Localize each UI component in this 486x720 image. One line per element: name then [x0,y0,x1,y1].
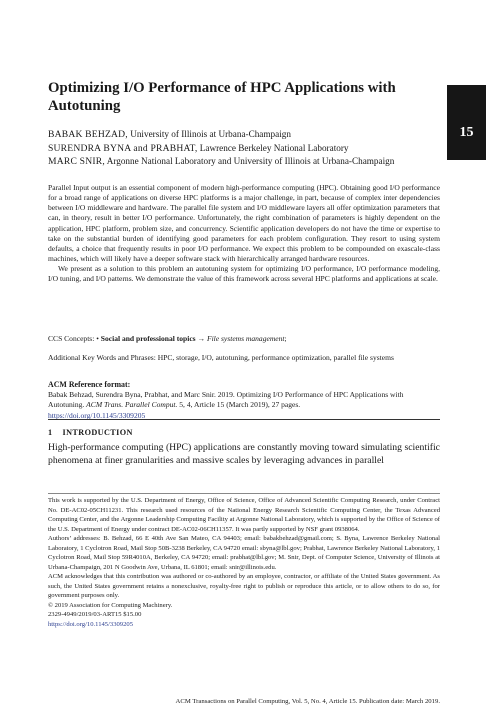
author-affiliation: Lawrence Berkeley National Laboratory [199,142,349,153]
article-number: 15 [459,125,474,140]
ccs-concepts [48,334,440,344]
ccs-bullet: • [96,334,99,343]
section-title: INTRODUCTION [62,428,133,437]
author-affiliation: Argonne National Laboratory and University of Illinois at Urbana-Champaign [106,156,395,166]
author-list [48,128,448,169]
running-footer: ACM Transactions on Parallel Computing, Vol. 5, No. 4, Article 15. Publication date: March 2019. [175,698,440,705]
acm-reference-heading: ACM Reference format: [48,380,131,389]
author-names: MARC SNIR, [48,156,105,167]
author-names: SURENDRA BYNA and PRABHAT, [48,142,198,154]
section-number: 1 [48,428,53,437]
paper-title: Optimizing I/O Performance of HPC Applications with Autotuning [48,80,396,114]
footnote-rights: ACM acknowledges that this contribution was authored or co-authored by an employee, contractor, or affiliate of the United States government. As such, the United States government retains a nonexclusive, royalty-free right to publish or reproduce this article, or to allow others to do so, for government purposes only. [48,573,440,599]
citation-volume: 5, 4, Article 15 (March 2019), 27 pages. [179,400,301,410]
citation-journal: ACM Trans. Parallel Comput. [86,400,178,410]
author-line [48,142,448,156]
ccs-subtopic: File systems management [206,334,285,343]
doi-link[interactable]: https://doi.org/10.1145/3309205 [48,410,146,420]
section-divider [48,419,440,420]
abstract-paragraph: Parallel Input output is an essential component of modern high-performance computing (HPC). Obtaining good I/O performance for a broad range of applications on diverse HPC platforms is a major challenge, in part, because of complex inter dependencies between I/O middleware and hardware. The parallel file system and I/O middleware layers all offer optimization parameters that can, in theory, result in better I/O performance. Unfortunately, the right combination of parameters is highly dependent on the application, HPC platform, problem size, and concurrency. Scientific application developers do not have the time or expertise to take on the substantial burden of identifying good parameters for each problem configuration. They resort to using system defaults, a choice that frequently results in poor I/O performance. We expect this problem to be compounded on exascale-class machines, which will likely have a deeper software stack with hierarchically arranged hardware resources. [48,183,440,264]
footnotes [48,496,440,629]
acm-reference-citation [48,390,440,410]
abstract [48,183,440,285]
citation-text: Babak Behzad, Surendra Byna, Prabhat, and Marc Snir. 2019. Optimizing I/O Performance of HPC Applications with Autotuning. [48,390,404,410]
ccs-end: ; [284,334,287,343]
author-names: BABAK BEHZAD, [48,129,128,140]
footnote-issn: 2329-4949/2019/03-ART15 $15.00 [48,611,142,618]
footnote-support: This work is supported by the U.S. Department of Energy, Office of Science, Office of Advanced Scientific Computing Research, under Contract No. DE-AC02-05CH11231. This research used resources of the National Energy Research Scientific Computing Center, the Texas Advanced Computing Center, and the Argonne Leadership Computing Facility at Argonne National Laboratory, which is supported by the Office of Science of the U.S. Department of Energy under contract DE-AC02-06CH11357. It was partly supported by NSF grant 0938064. [48,497,440,533]
ccs-arrow: → [197,334,206,343]
ccs-topic: Social and professional topics [100,334,196,343]
footnote-copyright: © 2019 Association for Computing Machinery. [48,601,173,609]
footnote-addresses: Authors’ addresses: B. Behzad, 66 E 40th Ave San Mateo, CA 94403; email: babakbehzad@gmail.com; S. Byna, Lawrence Berkeley National Laboratory, 1 Cyclotron Road, Mail Stop 50B-3238 Berkeley, CA 94720 email: sbyna@lbl.gov; Prabhat, Lawrence Berkeley National Laboratory, 1 Cyclotron Road, Mail Stop 59R4010A, Berkeley, CA 94720; email: prabhat@lbl.gov; M. Snir, Dept. of Computer Science, University of Illinois at Urbana-Champaign, 201 N Goodwin Ave, Urbana, IL 61801; email: snir@illinois.edu. [48,535,440,571]
intro-paragraph: High-performance computing (HPC) applications are constantly moving toward simulating scientific phenomena at finer granularities and massive scales by leveraging advances in parallel [48,442,440,466]
keywords: Additional Key Words and Phrases: HPC, storage, I/O, autotuning, performance optimization, parallel file systems [48,353,394,362]
abstract-paragraph: We present as a solution to this problem an autotuning system for optimizing I/O performance, I/O performance modeling, I/O tuning, and I/O patterns. We demonstrate the value of this framework across several HPC platforms and applications at scale. [48,264,440,284]
section-heading [48,428,133,437]
author-line [48,128,448,142]
author-affiliation: University of Illinois at Urbana-Champaign [130,129,291,139]
footnote-rule [48,493,440,494]
acm-reference [48,380,440,421]
article-number-tab [447,85,486,160]
footnote-doi-link[interactable]: https://doi.org/10.1145/3309205 [48,620,133,628]
author-line [48,155,448,169]
ccs-label: CCS Concepts: [48,334,95,343]
